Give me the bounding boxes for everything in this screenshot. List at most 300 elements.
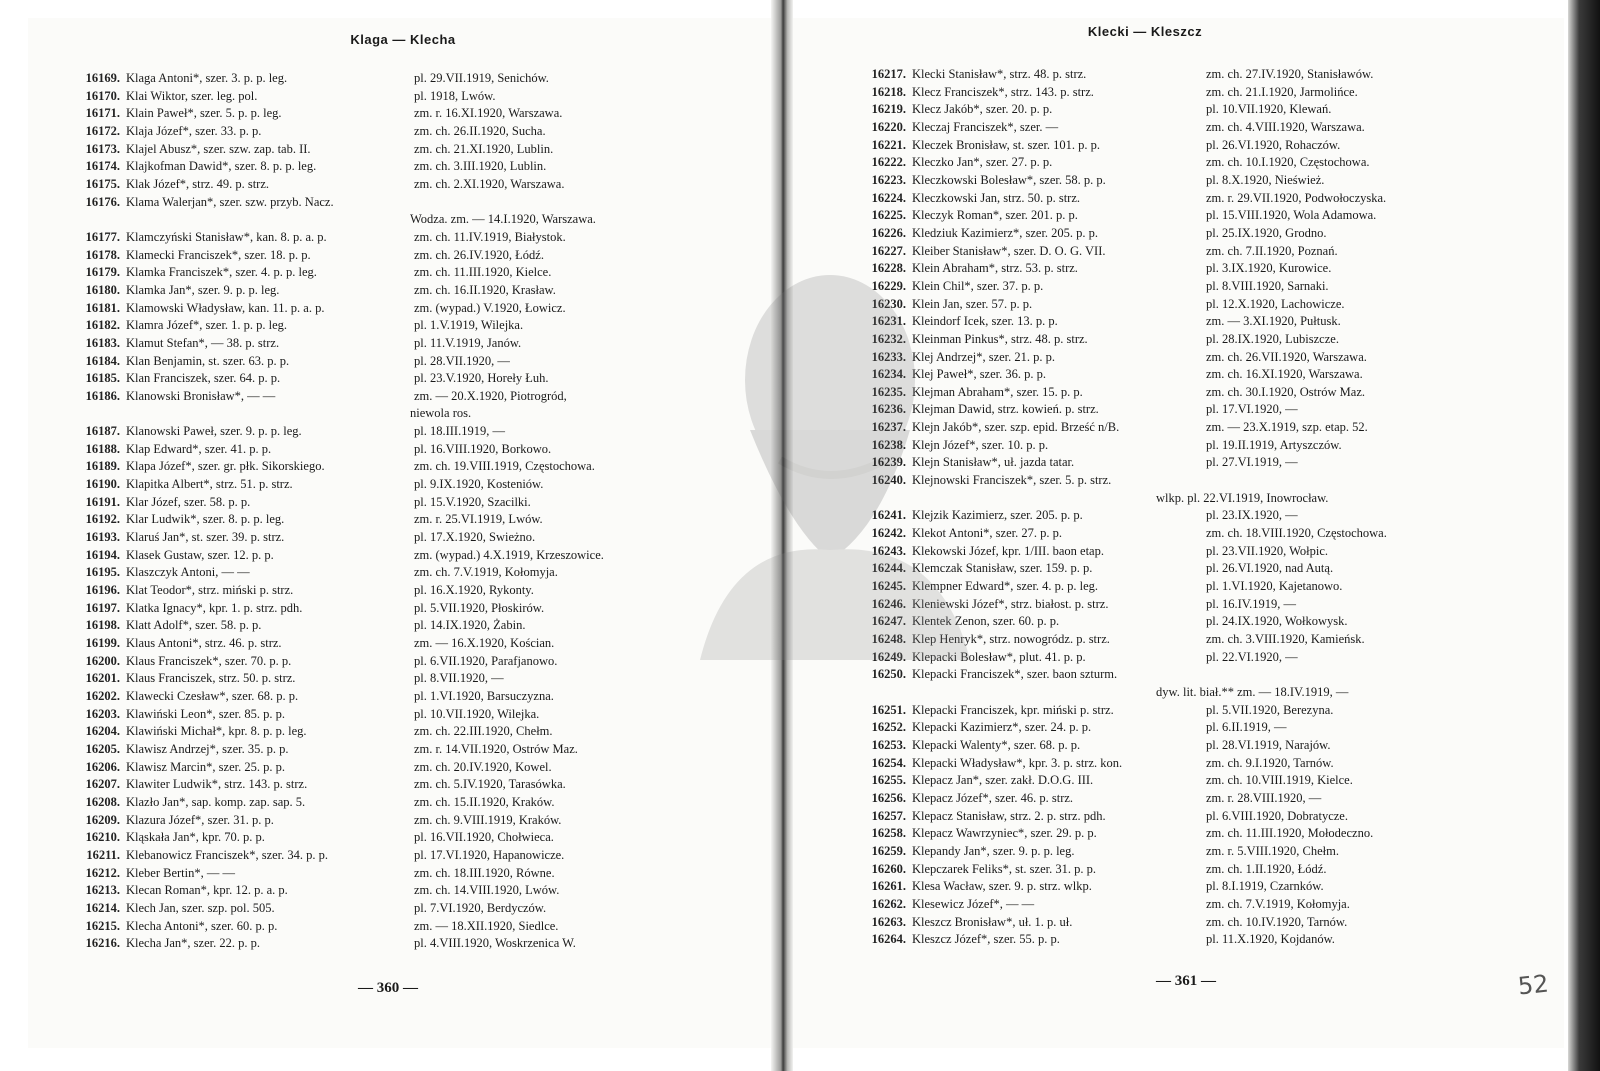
entry-number: 16232.: [871, 331, 906, 346]
entry-person: Kleber Bertin*, — —: [126, 865, 236, 880]
casualty-entry: [28, 635, 778, 653]
entry-fate: pl. 8.X.1920, Nieśwież.: [1206, 172, 1325, 187]
entry-number: 16206.: [85, 759, 120, 774]
entry-person: Klatt Adolf*, szer. 58. p. p.: [126, 618, 262, 633]
entry-fate: zm. — 23.X.1919, szp. etap. 52.: [1206, 420, 1368, 435]
casualty-entry: [786, 207, 1564, 225]
entry-person: Klamowski Władysław, kan. 11. p. a. p.: [126, 300, 325, 315]
casualty-entry: [786, 101, 1564, 119]
casualty-entry: [786, 349, 1564, 367]
entry-fate: pl. 3.IX.1920, Kurowice.: [1206, 261, 1332, 276]
right-running-head: Klecki — Kleszcz: [1087, 24, 1203, 39]
entry-number: 16201.: [85, 671, 120, 686]
entry-fate: pl. 26.VI.1920, nad Autą.: [1206, 561, 1334, 576]
entry-fate: zm. ch. 26.II.1920, Sucha.: [414, 123, 546, 138]
entry-fate: zm. ch. 5.IV.1920, Tarasówka.: [414, 777, 566, 792]
entry-person: Kleczaj Franciszek*, szer. —: [912, 119, 1059, 134]
entry-number: 16185.: [85, 371, 120, 386]
entry-fate: pl. 7.VI.1920, Berdyczów.: [414, 900, 547, 915]
entry-fate: pl. 11.X.1920, Kojdanów.: [1206, 932, 1335, 947]
entry-person: Kleindorf Icek, szer. 13. p. p.: [912, 314, 1058, 329]
casualty-entry: [786, 437, 1564, 455]
casualty-entry: [786, 578, 1564, 596]
entry-person: Klein Jan, szer. 57. p. p.: [912, 296, 1033, 311]
entry-number: 16238.: [871, 437, 906, 452]
entry-fate: zm. r. 28.VIII.1920, —: [1206, 790, 1322, 805]
casualty-entry: [28, 194, 778, 212]
casualty-entry: [28, 582, 778, 600]
entry-number: 16171.: [85, 106, 120, 121]
casualty-entry: [786, 613, 1564, 631]
entry-number: 16189.: [85, 459, 120, 474]
entry-number: 16227.: [871, 243, 906, 258]
scan-edge: [1568, 0, 1600, 1071]
casualty-entry: [786, 861, 1564, 879]
handwritten-page-mark: 52: [1516, 969, 1550, 1001]
entry-number: 16256.: [871, 790, 906, 805]
entry-fate: pl. 5.VII.1920, Płoskirów.: [414, 600, 545, 615]
entry-number: 16207.: [85, 777, 120, 792]
entry-fate: zm. ch. 1.II.1920, Łódź.: [1206, 861, 1327, 876]
entry-person: Kleczko Jan*, szer. 27. p. p.: [912, 155, 1053, 170]
casualty-entry: [28, 300, 778, 318]
entry-person: Klep Henryk*, strz. nowogródz. p. strz.: [912, 632, 1110, 646]
entry-number: 16188.: [85, 441, 120, 456]
entry-person: Klar Józef, szer. 58. p. p.: [126, 494, 251, 509]
entry-person: Klazura Józef*, szer. 31. p. p.: [126, 812, 274, 827]
entry-fate: pl. 29.VII.1919, Senichów.: [414, 71, 549, 85]
casualty-entry: [28, 88, 778, 106]
casualty-entry: [28, 794, 778, 812]
casualty-entry: [28, 617, 778, 635]
casualty-entry: [28, 865, 778, 883]
entry-number: 16175.: [85, 176, 120, 191]
entry-fate: pl. 4.VIII.1920, Woskrzenica W.: [414, 936, 576, 951]
entry-number: 16247.: [871, 614, 906, 629]
entry-number: 16202.: [85, 688, 120, 703]
entry-number: 16254.: [871, 755, 906, 770]
entry-person: Klapitka Albert*, strz. 51. p. strz.: [126, 477, 293, 492]
entry-number: 16209.: [85, 812, 120, 827]
entry-person: Kląskała Jan*, kpr. 70. p. p.: [126, 830, 265, 845]
entry-number: 16216.: [85, 936, 120, 951]
entry-number: 16199.: [85, 636, 120, 650]
casualty-entry: [28, 882, 778, 900]
casualty-entry: [786, 472, 1564, 490]
entry-number: 16263.: [871, 914, 906, 929]
entry-fate: zm. ch. 4.VIII.1920, Warszawa.: [1206, 119, 1365, 134]
casualty-entry: [28, 547, 778, 565]
entry-person: Klamut Stefan*, — 38. p. strz.: [126, 335, 280, 350]
casualty-entry: [28, 653, 778, 671]
casualty-entry: [28, 935, 778, 953]
entry-fate: pl. 16.X.1920, Rykonty.: [414, 583, 534, 598]
entry-fate: zm. ch. 26.IV.1920, Łódź.: [414, 247, 544, 262]
casualty-entry: [786, 278, 1564, 296]
entry-number: 16172.: [85, 123, 120, 138]
entry-person: Klatka Ignacy*, kpr. 1. p. strz. pdh.: [126, 600, 303, 615]
entry-continuation: wlkp. pl. 22.VI.1919, Inowrocław.: [1156, 490, 1329, 505]
entry-number: 16203.: [85, 706, 120, 721]
entry-fate: pl. 17.X.1920, Swieżno.: [414, 530, 536, 545]
entry-number: 16214.: [85, 900, 120, 915]
entry-fate: pl. 16.IV.1919, —: [1206, 596, 1297, 611]
entry-person: Klajel Abusz*, szer. szw. zap. tab. II.: [126, 141, 311, 156]
entry-fate: pl. 6.VII.1920, Parafjanowo.: [414, 653, 558, 668]
entry-person: Klapa Józef*, szer. gr. płk. Sikorskiego.: [126, 459, 325, 474]
entry-number: 16255.: [871, 773, 906, 788]
casualty-entry: [28, 529, 778, 547]
entry-person: Kledziuk Kazimierz*, szer. 205. p. p.: [912, 225, 1099, 240]
entry-fate: pl. 1918, Lwów.: [414, 88, 496, 103]
entry-fate: pl. 23.VII.1920, Wołpic.: [1206, 543, 1329, 558]
casualty-entry: [28, 370, 778, 388]
entry-fate: pl. 26.VI.1920, Rohaczów.: [1206, 137, 1341, 152]
casualty-entry: [28, 388, 778, 406]
casualty-entry: [28, 847, 778, 865]
entry-person: Klawisz Marcin*, szer. 25. p. p.: [126, 759, 285, 774]
entry-person: Klawiński Leon*, szer. 85. p. p.: [126, 706, 286, 721]
entry-person: Klama Walerjan*, szer. szw. przyb. Nacz.: [126, 194, 334, 209]
entry-number: 16260.: [871, 861, 906, 876]
casualty-entry: [786, 560, 1564, 578]
casualty-entry: [28, 123, 778, 141]
entry-person: Klesa Wacław, szer. 9. p. strz. wlkp.: [912, 879, 1092, 894]
casualty-entry: [786, 790, 1564, 808]
entry-number: 16262.: [871, 896, 906, 911]
entry-number: 16197.: [85, 600, 120, 615]
entry-person: Klepacki Franciszek, kpr. miński p. strz.: [912, 702, 1114, 717]
entry-number: 16259.: [871, 843, 906, 858]
entry-fate: pl. 24.IX.1920, Wołkowysk.: [1206, 614, 1348, 629]
entry-number: 16225.: [871, 208, 906, 223]
entry-number: 16194.: [85, 547, 120, 562]
entry-fate: zm. ch. 10.IV.1920, Tarnów.: [1206, 914, 1348, 929]
entry-fate: zm. ch. 26.VII.1920, Warszawa.: [1206, 349, 1367, 364]
casualty-entry: [786, 454, 1564, 472]
entry-number: 16178.: [85, 247, 120, 262]
entry-number: 16239.: [871, 455, 906, 470]
entry-fate: zm. ch. 15.II.1920, Kraków.: [414, 794, 555, 809]
casualty-entry: [786, 737, 1564, 755]
casualty-entry: [28, 70, 778, 88]
entry-fate: pl. 28.VII.1920, —: [414, 353, 510, 368]
entry-person: Klawisz Andrzej*, szer. 35. p. p.: [126, 741, 289, 756]
entry-fate: pl. 10.VII.1920, Wilejka.: [414, 706, 540, 721]
casualty-entry: [28, 918, 778, 936]
entry-fate: pl. 11.V.1919, Janów.: [414, 335, 522, 350]
entry-person: Klamka Jan*, szer. 9. p. p. leg.: [126, 282, 280, 297]
entry-continuation: niewola ros.: [410, 406, 472, 421]
entry-fate: zm. — 3.XI.1920, Pułtusk.: [1206, 314, 1341, 329]
entry-fate: pl. 6.II.1919, —: [1206, 720, 1287, 735]
entry-continuation: Wodza. zm. — 14.I.1920, Warszawa.: [410, 212, 596, 227]
entry-person: Klaus Franciszek*, szer. 70. p. p.: [126, 653, 292, 668]
left-entry-list: [28, 70, 778, 953]
casualty-entry: [786, 225, 1564, 243]
entry-fate: pl. 23.IX.1920, —: [1206, 508, 1298, 523]
entry-fate: zm. ch. 20.IV.1920, Kowel.: [414, 759, 552, 774]
entry-person: Kleinman Pinkus*, strz. 48. p. strz.: [912, 331, 1088, 346]
casualty-entry: [28, 423, 778, 441]
entry-person: Klejnowski Franciszek*, szer. 5. p. strz.: [912, 473, 1112, 488]
entry-number: 16244.: [871, 561, 906, 576]
entry-person: Kleczkowski Bolesław*, szer. 58. p. p.: [912, 172, 1106, 187]
casualty-entry: [28, 247, 778, 265]
entry-person: Klepacz Jan*, szer. zakł. D.O.G. III.: [912, 773, 1094, 788]
entry-number: 16222.: [871, 155, 906, 170]
entry-person: Klaruś Jan*, st. szer. 39. p. strz.: [126, 530, 285, 545]
casualty-entry: [786, 154, 1564, 172]
casualty-entry: [786, 702, 1564, 720]
entry-number: 16200.: [85, 653, 120, 668]
entry-fate: zm. r. 25.VI.1919, Lwów.: [414, 512, 543, 527]
entry-fate: zm. ch. 16.II.1920, Krasław.: [414, 282, 556, 297]
entry-number: 16246.: [871, 596, 906, 611]
casualty-entry: [28, 176, 778, 194]
entry-fate: zm. ch. 9.VIII.1919, Kraków.: [414, 812, 562, 827]
entry-person: Klan Franciszek, szer. 64. p. p.: [126, 371, 281, 386]
entry-number: 16237.: [871, 420, 906, 435]
entry-number: 16193.: [85, 530, 120, 545]
entry-person: Klejman Dawid, strz. kowień. p. strz.: [912, 402, 1099, 417]
entry-fate: zm. (wypad.) 4.X.1919, Krzeszowice.: [414, 547, 604, 562]
casualty-entry: [786, 366, 1564, 384]
entry-fate: zm. ch. 21.I.1920, Jarmolińce.: [1206, 84, 1358, 99]
casualty-entry: [28, 900, 778, 918]
entry-person: Klamra Józef*, szer. 1. p. p. leg.: [126, 318, 288, 333]
entry-number: 16264.: [871, 932, 906, 947]
entry-fate: zm. ch. 7.V.1919, Kołomyja.: [414, 565, 558, 580]
entry-number: 16182.: [85, 318, 120, 333]
entry-fate: zm. ch. 10.I.1920, Częstochowa.: [1206, 155, 1370, 170]
entry-fate: zm. ch. 9.I.1920, Tarnów.: [1206, 755, 1334, 770]
entry-number: 16250.: [871, 667, 906, 682]
casualty-entry: [28, 759, 778, 777]
entry-person: Klak Józef*, strz. 49. p. strz.: [126, 176, 270, 191]
entry-fate: zm. ch. 18.III.1920, Równe.: [414, 865, 555, 880]
left-running-head: Klaga — Klecha: [350, 32, 456, 47]
entry-number: 16173.: [85, 141, 120, 156]
casualty-entry: [786, 384, 1564, 402]
entry-fate: pl. 8.I.1919, Czarnków.: [1206, 879, 1324, 894]
casualty-entry: [786, 313, 1564, 331]
entry-person: Klejn Jakób*, szer. szp. epid. Brześć n/B.: [912, 420, 1120, 435]
entry-person: Klaszczyk Antoni, — —: [126, 565, 250, 580]
entry-fate: zm. ch. 19.VIII.1919, Częstochowa.: [414, 459, 595, 474]
casualty-entry: [28, 776, 778, 794]
entry-fate: zm. ch. 16.XI.1920, Warszawa.: [1206, 367, 1363, 382]
entry-number: 16169.: [85, 71, 120, 85]
entry-fate: pl. 8.VII.1920, —: [414, 671, 504, 686]
entry-person: Klej Paweł*, szer. 36. p. p.: [912, 367, 1047, 382]
entry-fate: zm. r. 29.VII.1920, Podwołoczyska.: [1206, 190, 1387, 205]
entry-person: Klanowski Bronisław*, — —: [126, 388, 276, 403]
entry-fate: pl. 18.III.1919, —: [414, 424, 505, 439]
entry-person: Kleczek Bronisław, st. szer. 101. p. p.: [912, 137, 1101, 152]
entry-number: 16251.: [871, 702, 906, 717]
entry-fate: zm. ch. 10.VIII.1919, Kielce.: [1206, 773, 1353, 788]
casualty-entry: [786, 331, 1564, 349]
entry-person: Klein Abraham*, strz. 53. p. strz.: [912, 261, 1078, 276]
entry-person: Klempner Edward*, szer. 4. p. p. leg.: [912, 579, 1099, 594]
casualty-entry: [28, 511, 778, 529]
casualty-entry: [786, 507, 1564, 525]
entry-number: 16192.: [85, 512, 120, 527]
casualty-entry: [786, 666, 1564, 684]
casualty-entry: [786, 719, 1564, 737]
entry-person: Klekowski Józef, kpr. 1/III. baon etap.: [912, 543, 1104, 558]
entry-number: 16190.: [85, 477, 120, 492]
right-page-number: — 361 —: [1156, 973, 1216, 989]
entry-number: 16241.: [871, 508, 906, 523]
entry-number: 16230.: [871, 296, 906, 311]
entry-number: 16224.: [871, 190, 906, 205]
casualty-entry: [786, 649, 1564, 667]
casualty-entry: [786, 825, 1564, 843]
entry-fate: pl. 25.IX.1920, Grodno.: [1206, 225, 1327, 240]
entry-fate: pl. 28.VI.1919, Narajów.: [1206, 737, 1331, 752]
casualty-entry: [28, 706, 778, 724]
entry-number: 16179.: [85, 265, 120, 280]
entry-person: Klasek Gustaw, szer. 12. p. p.: [126, 547, 274, 562]
casualty-entry: [28, 812, 778, 830]
entry-number: 16212.: [85, 865, 120, 880]
entry-number: 16205.: [85, 741, 120, 756]
entry-person: Klecha Jan*, szer. 22. p. p.: [126, 936, 260, 951]
entry-number: 16242.: [871, 526, 906, 541]
entry-fate: pl. 9.IX.1920, Kosteniów.: [414, 477, 544, 492]
entry-number: 16208.: [85, 794, 120, 809]
entry-fate: pl. 22.VI.1920, —: [1206, 649, 1298, 664]
casualty-entry: [786, 296, 1564, 314]
casualty-entry: [786, 243, 1564, 261]
entry-person: Klamczyński Stanisław*, kan. 8. p. a. p.: [126, 229, 327, 244]
entry-fate: pl. 16.VIII.1920, Borkowo.: [414, 441, 552, 456]
entry-number: 16240.: [871, 473, 906, 488]
entry-person: Klepczarek Feliks*, st. szer. 31. p. p.: [912, 861, 1096, 876]
casualty-entry: [28, 317, 778, 335]
entry-fate: pl. 28.IX.1920, Lubiszcze.: [1206, 331, 1339, 346]
casualty-entry: [786, 631, 1564, 649]
entry-person: Klar Ludwik*, szer. 8. p. p. leg.: [126, 512, 285, 527]
entry-person: Klecz Jakób*, szer. 20. p. p.: [912, 102, 1053, 117]
entry-number: 16186.: [85, 388, 120, 403]
entry-fate: zm. ch. 2.XI.1920, Warszawa.: [414, 176, 565, 191]
entry-person: Kleniewski Józef*, strz. białost. p. strz.: [912, 596, 1109, 611]
casualty-entry: [28, 670, 778, 688]
entry-person: Klepacki Kazimierz*, szer. 24. p. p.: [912, 720, 1092, 735]
entry-fate: zm. — 16.X.1920, Kościan.: [414, 636, 555, 650]
casualty-entry: [28, 141, 778, 159]
entry-number: 16249.: [871, 649, 906, 664]
entry-person: Klap Edward*, szer. 41. p. p.: [126, 441, 272, 456]
entry-fate: pl. 23.V.1920, Horeły Łuh.: [414, 371, 549, 386]
entry-number: 16236.: [871, 402, 906, 417]
entry-person: Klecha Antoni*, szer. 60. p. p.: [126, 918, 278, 933]
entry-fate: zm. ch. 22.III.1920, Chełm.: [414, 724, 553, 739]
entry-person: Klepacki Franciszek*, szer. baon szturm.: [912, 667, 1118, 682]
entry-number: 16176.: [85, 194, 120, 209]
entry-person: Klepacki Walenty*, szer. 68. p. p.: [912, 737, 1081, 752]
casualty-entry: [28, 335, 778, 353]
casualty-entry: [786, 137, 1564, 155]
entry-fate: pl. 14.IX.1920, Żabin.: [414, 618, 526, 633]
entry-number: 16261.: [871, 879, 906, 894]
entry-person: Klaus Franciszek, strz. 50. p. strz.: [126, 671, 296, 686]
entry-person: Klesewicz Józef*, — —: [912, 896, 1035, 911]
entry-fate: pl. 16.VII.1920, Chołwieca.: [414, 830, 554, 845]
entry-fate: zm. ch. 3.VIII.1920, Kamieńsk.: [1206, 632, 1365, 646]
entry-person: Kleszcz Józef*, szer. 55. p. p.: [912, 932, 1060, 947]
entry-number: 16181.: [85, 300, 120, 315]
casualty-entry: [28, 105, 778, 123]
entry-number: 16229.: [871, 278, 906, 293]
entry-person: Klawecki Czesław*, szer. 68. p. p.: [126, 688, 299, 703]
entry-person: Klazło Jan*, sap. komp. zap. sap. 5.: [126, 794, 306, 809]
entry-fate: zm. ch. 14.VIII.1920, Lwów.: [414, 883, 560, 898]
entry-number: 16183.: [85, 335, 120, 350]
entry-person: Klepandy Jan*, szer. 9. p. p. leg.: [912, 843, 1075, 858]
entry-person: Klejn Stanisław*, uł. jazda tatar.: [912, 455, 1075, 470]
entry-person: Kleszcz Bronisław*, uł. 1. p. uł.: [912, 914, 1073, 929]
entry-fate: zm. ch. 18.VIII.1920, Częstochowa.: [1206, 526, 1387, 541]
entry-person: Klejzik Kazimierz, szer. 205. p. p.: [912, 508, 1083, 523]
entry-fate: zm. ch. 30.I.1920, Ostrów Maz.: [1206, 384, 1365, 399]
casualty-entry: [28, 441, 778, 459]
entry-person: Klech Jan, szer. szp. pol. 505.: [126, 900, 275, 915]
entry-person: Klemczak Stanisław, szer. 159. p. p.: [912, 561, 1093, 576]
casualty-entry: [786, 525, 1564, 543]
entry-number: 16245.: [871, 579, 906, 594]
entry-fate: pl. 5.VII.1920, Berezyna.: [1206, 702, 1334, 717]
entry-person: Klan Benjamin, st. szer. 63. p. p.: [126, 353, 290, 368]
entry-fate: pl. 1.VI.1920, Kajetanowo.: [1206, 579, 1343, 594]
casualty-entry: [28, 264, 778, 282]
entry-fate: pl. 17.VI.1920, Hapanowicze.: [414, 847, 565, 862]
casualty-entry: [786, 190, 1564, 208]
casualty-entry: [786, 260, 1564, 278]
entry-number: 16248.: [871, 632, 906, 646]
entry-number: 16210.: [85, 830, 120, 845]
entry-fate: pl. 8.VIII.1920, Sarnaki.: [1206, 278, 1329, 293]
entry-person: Klein Chil*, szer. 37. p. p.: [912, 278, 1044, 293]
casualty-entry: [786, 543, 1564, 561]
casualty-entry: [786, 84, 1564, 102]
entry-number: 16170.: [85, 88, 120, 103]
entry-number: 16253.: [871, 737, 906, 752]
entry-fate: pl. 19.II.1919, Artyszczów.: [1206, 437, 1342, 452]
entry-fate: pl. 1.VI.1920, Barsuczyzna.: [414, 688, 554, 703]
entry-person: Kleczkowski Jan, strz. 50. p. strz.: [912, 190, 1081, 205]
entry-number: 16213.: [85, 883, 120, 898]
entry-person: Klepacki Bolesław*, plut. 41. p. p.: [912, 649, 1086, 664]
casualty-entry: [28, 741, 778, 759]
casualty-entry: [786, 172, 1564, 190]
entry-person: Klepacz Wawrzyniec*, szer. 29. p. p.: [912, 826, 1097, 841]
casualty-entry: [786, 419, 1564, 437]
entry-fate: zm. — 20.X.1920, Piotrogród,: [414, 388, 567, 403]
casualty-entry: [28, 282, 778, 300]
entry-number: 16257.: [871, 808, 906, 823]
casualty-entry: [28, 158, 778, 176]
entry-number: 16220.: [871, 119, 906, 134]
entry-fate: zm. ch. 11.IV.1919, Białystok.: [414, 229, 566, 244]
entry-number: 16235.: [871, 384, 906, 399]
entry-number: 16204.: [85, 724, 120, 739]
entry-fate: pl. 12.X.1920, Lachowicze.: [1206, 296, 1345, 311]
entry-number: 16234.: [871, 367, 906, 382]
